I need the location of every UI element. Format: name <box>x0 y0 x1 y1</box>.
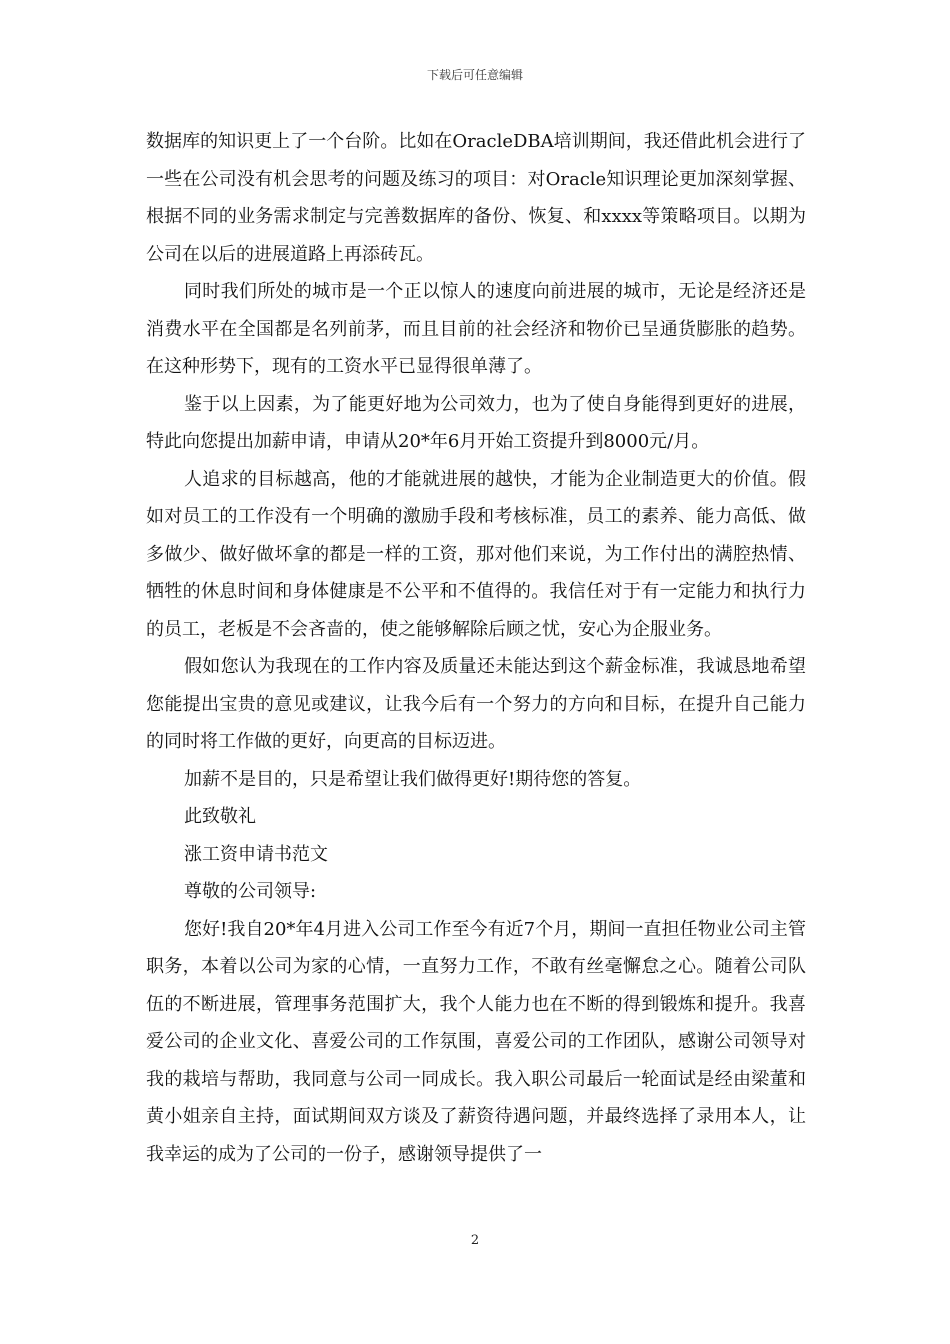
page-number: 2 <box>470 1233 480 1248</box>
paragraph: 数据库的知识更上了一个台阶。比如在OracleDBA培训期间，我还借此机会进行了一些在公司没有机会思考的问题及练习的项目：对Oracle知识理论更加深刻掌握、根据不同的业务需求制定与完善数据库的备份、恢复、和xxxx等策略项目。以期为公司在以后的进展道路上再添砖瓦。 <box>146 131 806 265</box>
section-title: 涨工资申请书范文 <box>184 843 328 865</box>
paragraph: 加薪不是目的，只是希望让我们做得更好!期待您的答复。 <box>184 768 642 790</box>
paragraph: 您好!我自20*年4月进入公司工作至今有近7个月，期间一直担任物业公司主管职务，本着以公司为家的心情，一直努力工作，不敢有丝毫懈怠之心。随着公司队伍的不断进展，管理事务范围扩大，我个人能力也在不断的得到锻炼和提升。我喜爱公司的企业文化、喜爱公司的工作氛围，喜爱公司的工作团队，感谢公司领导对我的栽培与帮助，我同意与公司一同成长。我入职公司最后一轮面试是经由梁董和黄小姐亲自主持，面试期间双方谈及了薪资待遇问题，并最终选择了录用本人，让我幸运的成为了公司的一份子，感谢领导提供了一 <box>146 918 806 1165</box>
paragraph: 同时我们所处的城市是一个正以惊人的速度向前进展的城市，无论是经济还是消费水平在全国都是名列前茅，而且目前的社会经济和物价已呈通货膨胀的趋势。在这种形势下，现有的工资水平已显得很单薄了。 <box>146 281 806 377</box>
greeting: 尊敬的公司领导: <box>184 881 317 902</box>
paragraph: 人追求的目标越高，他的才能就进展的越快，才能为企业制造更大的价值。假如对员工的工作没有一个明确的激励手段和考核标准，员工的素养、能力高低、做多做少、做好做坏拿的都是一样的工资，那对他们来说，为工作付出的满腔热情、牺牲的休息时间和身体健康是不公平和不值得的。我信任对于有一定能力和执行力的员工，老板是不会吝啬的，使之能够解除后顾之忧，安心为企服业务。 <box>146 468 806 640</box>
page-header: 下载后可任意编辑 <box>426 68 523 82</box>
paragraph: 鉴于以上因素，为了能更好地为公司效力，也为了使自身能得到更好的进展，特此向您提出加薪申请，申请从20*年6月开始工资提升到8000元/月。 <box>146 393 806 452</box>
document-body <box>146 123 806 1173</box>
paragraph: 假如您认为我现在的工作内容及质量还未能达到这个薪金标准，我诚恳地希望您能提出宝贵的意见或建议，让我今后有一个努力的方向和目标，在提升自己能力的同时将工作做的更好，向更高的目标迈进。 <box>146 656 806 752</box>
closing-salutation: 此致敬礼 <box>184 806 256 827</box>
